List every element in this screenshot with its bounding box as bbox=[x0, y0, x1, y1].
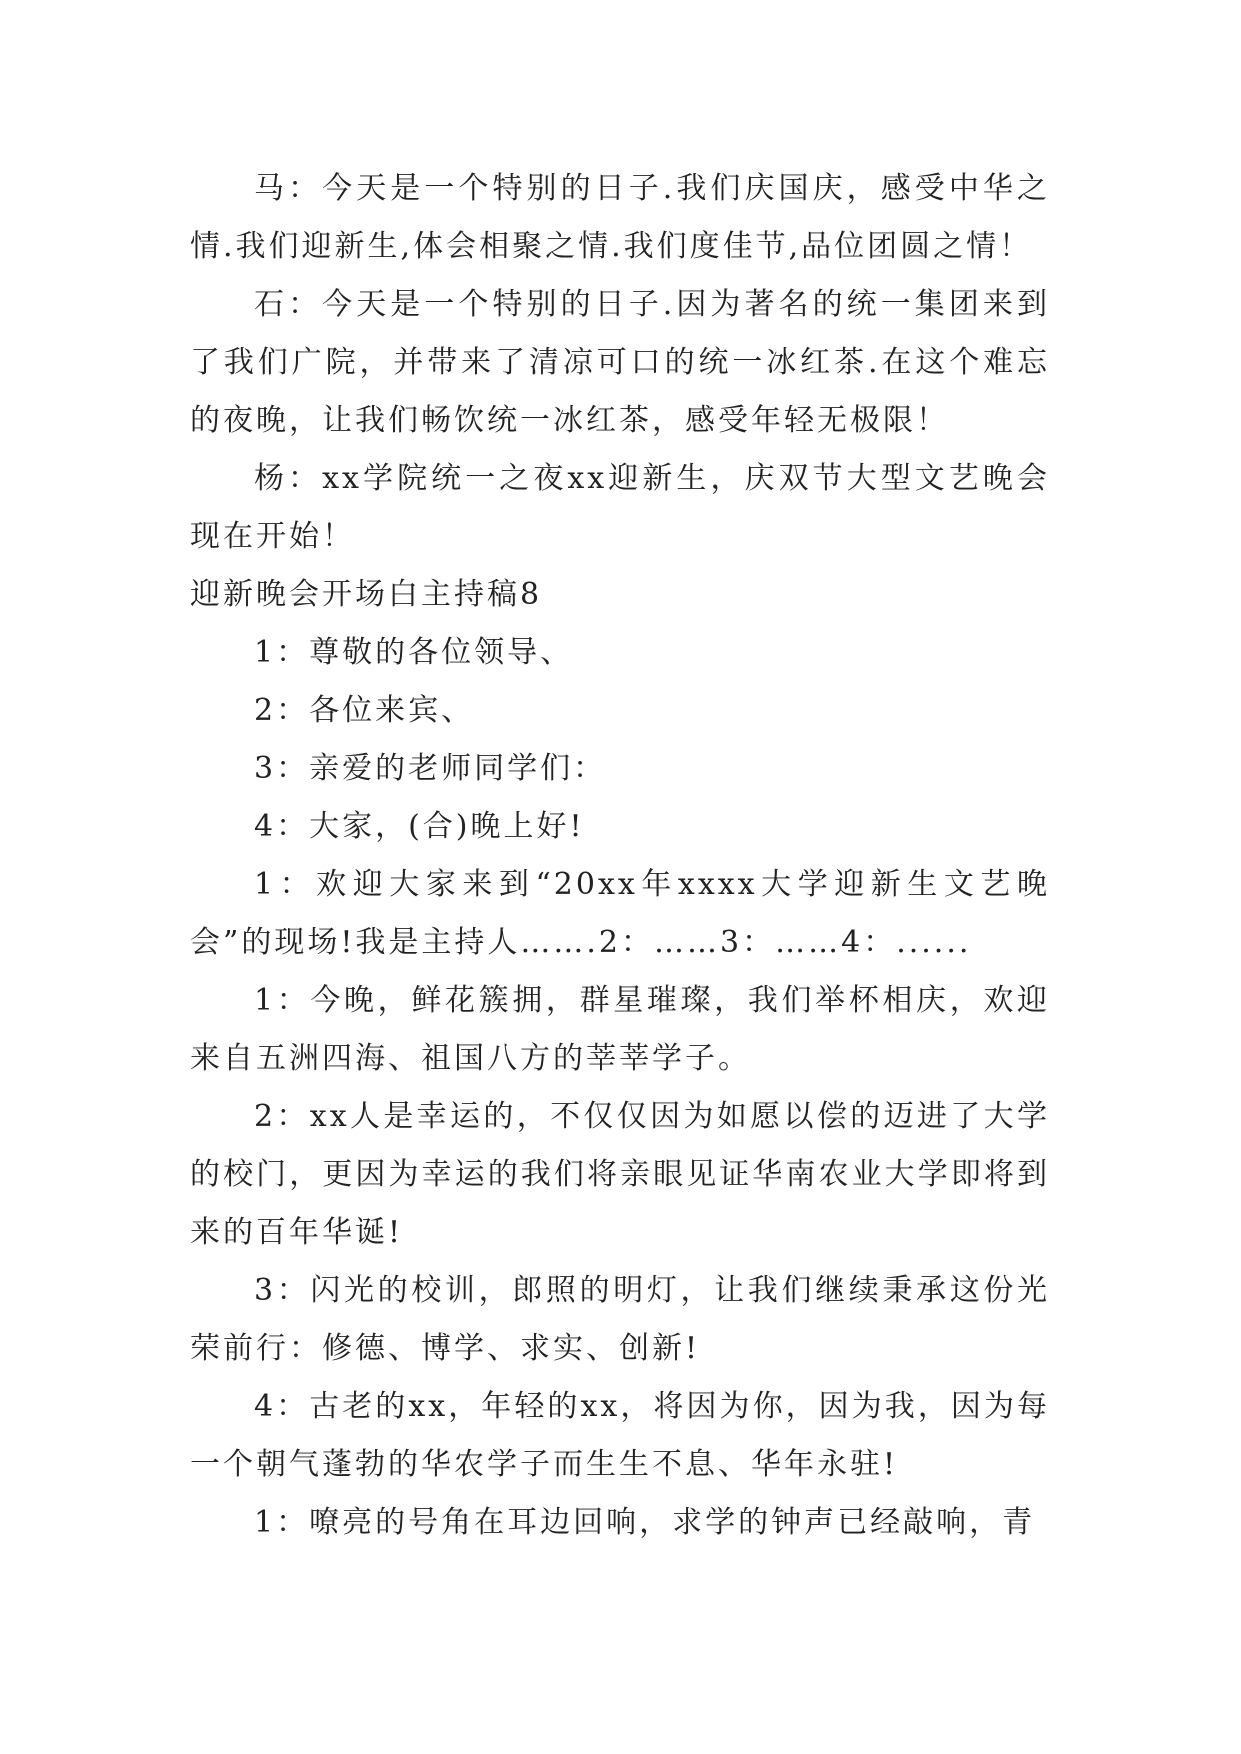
paragraph: 2：xx人是幸运的，不仅仅因为如愿以偿的迈进了大学的校门，更因为幸运的我们将亲眼见证华南农业大学即将到来的百年华诞! bbox=[190, 1099, 1050, 1250]
paragraph: 1：欢迎大家来到“20xx年xxxx大学迎新生文艺晚会”的现场!我是主持人…….2：……3：……4：...... bbox=[190, 867, 1050, 960]
paragraph: 1：嘹亮的号角在耳边回响，求学的钟声已经敲响，青 bbox=[254, 1505, 1036, 1540]
paragraph: 2：各位来宾、 bbox=[254, 693, 475, 728]
document-body bbox=[190, 160, 1050, 1552]
paragraph: 1：尊敬的各位领导、 bbox=[254, 635, 574, 670]
paragraph: 石：今天是一个特别的日子.因为著名的统一集团来到了我们广院，并带来了清凉可口的统一冰红茶.在这个难忘的夜晚，让我们畅饮统一冰红茶，感受年轻无极限！ bbox=[190, 287, 1050, 438]
section-heading: 迎新晚会开场白主持稿8 bbox=[190, 577, 543, 612]
paragraph: 4：古老的xx，年轻的xx，将因为你，因为我，因为每一个朝气蓬勃的华农学子而生生不息、华年永驻! bbox=[190, 1389, 1050, 1482]
paragraph: 1：今晚，鲜花簇拥，群星璀璨，我们举杯相庆，欢迎来自五洲四海、祖国八方的莘莘学子。 bbox=[190, 983, 1050, 1076]
paragraph: 3：亲爱的老师同学们： bbox=[254, 751, 607, 786]
paragraph: 3：闪光的校训，郎照的明灯，让我们继续秉承这份光荣前行：修德、博学、求实、创新! bbox=[190, 1273, 1050, 1366]
paragraph: 4：大家，(合)晚上好! bbox=[254, 809, 585, 844]
paragraph: 马：今天是一个特别的日子.我们庆国庆，感受中华之情.我们迎新生,体会相聚之情.我们度佳节,品位团圆之情！ bbox=[190, 171, 1050, 264]
paragraph: 杨：xx学院统一之夜xx迎新生，庆双节大型文艺晚会现在开始！ bbox=[190, 461, 1050, 554]
